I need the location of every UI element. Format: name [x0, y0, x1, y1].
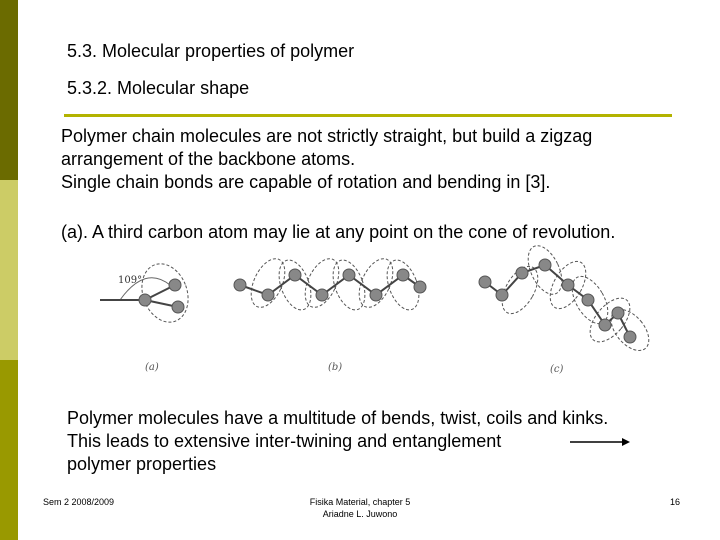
- figure-panel-b: [234, 254, 426, 315]
- footer-course-info: [280, 496, 440, 520]
- slide-number: 16: [669, 497, 680, 507]
- paragraph-line: Single chain bonds are capable of rotation and bending in [3].: [61, 172, 551, 192]
- side-bar-bottom: [0, 360, 18, 540]
- paragraph-line: Polymer chain molecules are not strictly straight, but build a zigzag: [61, 126, 593, 146]
- right-arrow-icon: [570, 434, 630, 450]
- molecular-shape-figure: [90, 245, 660, 380]
- title-divider: [64, 114, 672, 117]
- bond-angle-label: 109°: [118, 275, 143, 286]
- panel-label-a: (a): [145, 362, 159, 373]
- paragraph-line: polymer properties: [67, 454, 217, 474]
- footer-course-title: Fisika Material, chapter 5: [309, 497, 411, 507]
- footer-author: Ariadne L. Juwono: [322, 509, 398, 519]
- paragraph-line: Polymer molecules have a multitude of bends, twist, coils and kinks.: [67, 408, 609, 428]
- slide-subtitle: 5.3.2. Molecular shape: [67, 78, 250, 98]
- slide-title: 5.3. Molecular properties of polymer: [67, 41, 355, 61]
- paragraph-line: arrangement of the backbone atoms.: [61, 149, 356, 169]
- paragraph-cone-revolution: (a). A third carbon atom may lie at any point on the cone of revolution.: [61, 222, 616, 242]
- paragraph-line: This leads to extensive inter-twining and entanglement: [67, 431, 502, 451]
- paragraph-chain-shape: [61, 125, 592, 194]
- figure-panel-a: [100, 257, 196, 328]
- paragraph-bends-twists: [67, 407, 608, 476]
- figure-panel-c: [479, 245, 656, 357]
- panel-label-b: (b): [328, 362, 343, 373]
- footer-semester: Sem 2 2008/2009: [43, 497, 115, 507]
- side-bar-middle: [0, 180, 18, 360]
- side-bar-top: [0, 0, 18, 180]
- panel-label-c: (c): [550, 364, 564, 375]
